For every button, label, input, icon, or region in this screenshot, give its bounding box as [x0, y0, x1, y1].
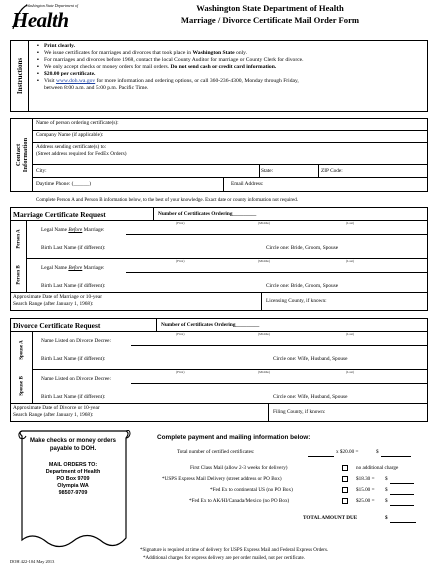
total-due-label: TOTAL AMOUNT DUE: [303, 515, 358, 521]
marriage-box: Marriage Certificate Request Number of Certificates Ordering_________ Person A (First) (Middle) (Last) Legal Name Before Marriage: Birth Last Name (if different): Circle one: Bride, Groom, Spouse Person B (First) (Middle) (Last) Legal Name Before Marriage: Birth Last Name (if different): Circle one: Bride, Groom, Spouse Approximate Date of Marriage or 10-year Search Range (after January 1, 1968): Licensing County, if known:: [10, 207, 428, 311]
address-field[interactable]: Address sending certificate(s) to: (Street address required for FedEx Orders): [33, 143, 427, 165]
phone-field[interactable]: Daytime Phone: (______): [36, 181, 92, 187]
spouse-b-birth-last-field[interactable]: Birth Last Name (if different):: [41, 394, 106, 400]
fedex-ak-option: *Fed Ex to AK/HI/Canada/Mexico (no PO Box): [189, 498, 290, 504]
person-b-label: Person B: [11, 258, 27, 292]
spouse-b-circle-one[interactable]: Circle one: Wife, Husband, Spouse: [273, 394, 348, 400]
scroll-line-4: Department of Health: [45, 469, 101, 475]
page-title: Washington State Department of Health: [196, 3, 344, 13]
additional-charges-note: *Additional charges for express delivery are per order mailed, not per certificate.: [143, 556, 305, 561]
divorce-county-field[interactable]: Filing County, if known:: [273, 409, 326, 415]
doh-website-link[interactable]: www.doh.wa.gov: [55, 78, 96, 84]
instructions-label: Instructions: [11, 41, 29, 111]
spouse-a-name-field[interactable]: Name Listed on Divorce Decree:: [41, 338, 112, 344]
instructions-list: [37, 43, 423, 92]
marriage-count-field[interactable]: Number of Certificates Ordering_________: [158, 211, 257, 217]
instructions-box: [10, 40, 428, 112]
instruction-item: ▪ Print clearly.: [37, 43, 423, 50]
instruction-item: ▪ Visit www.doh.wa.gov for more information and ordering options, or call 360-236-4300, Monday through Friday,: [37, 78, 423, 85]
person-b-legal-name-field[interactable]: Legal Name Before Marriage:: [41, 265, 105, 271]
scroll-line-7: 98507-9709: [58, 490, 88, 496]
contact-label: Contact Information: [11, 119, 33, 191]
scroll-line-3: MAIL ORDERS TO:: [48, 462, 98, 468]
marriage-title: Marriage Certificate Request: [13, 210, 106, 219]
scroll-line-1: Make checks or money orders: [29, 438, 117, 444]
form-id: DOH 422-104 May 2013: [10, 559, 55, 564]
city-state-zip-row: [33, 165, 427, 178]
zip-field[interactable]: ZIP Code:: [321, 168, 343, 174]
signature-note: *Signature is required at time of delivery for USPS Express Mail and Federal Express Orders.: [140, 548, 329, 553]
divorce-count-field[interactable]: Number of Certificates Ordering_________: [161, 322, 260, 328]
scroll-line-6: Olympia WA: [57, 483, 89, 489]
state-field[interactable]: State:: [261, 168, 274, 174]
company-field[interactable]: Company Name (if applicable):: [33, 131, 427, 143]
spouse-b-label: Spouse B: [11, 369, 33, 403]
person-a-label: Person A: [11, 220, 27, 258]
spouse-a-circle-one[interactable]: Circle one: Wife, Husband, Spouse: [273, 356, 348, 362]
spouse-a-label: Spouse A: [11, 331, 33, 369]
phone-email-row: [33, 178, 427, 191]
total-due-input[interactable]: [390, 522, 416, 523]
fedex-us-option: *Fed Ex to continental US (no PO Box): [210, 487, 293, 493]
page-subtitle: Marriage / Divorce Certificate Mail Order Form: [180, 15, 360, 25]
logo-small-text: Washington State Department of: [26, 3, 78, 8]
instruction-item: ▪ We only accept checks or money orders for mail orders. Do not send cash or credit card information.: [37, 64, 423, 71]
instruction-item: ▪ For marriages and divorces before 1968, contact the local County Auditor for marriage or County Clerk for divorce.: [37, 57, 423, 64]
person-a-circle-one[interactable]: Circle one: Bride, Groom, Spouse: [266, 245, 339, 251]
name-field[interactable]: Name of person ordering certificate(s):: [33, 119, 427, 131]
total-certs-input[interactable]: [308, 456, 334, 457]
usps-express-checkbox[interactable]: [342, 476, 348, 482]
spouse-b-name-field[interactable]: Name Listed on Divorce Decree:: [41, 376, 112, 382]
total-certs-row: Total number of certified certificates:: [177, 449, 255, 455]
contact-box: [10, 118, 428, 192]
instruction-item: between 8:00 a.m. and 5:00 p.m. Pacific Time.: [44, 85, 149, 91]
city-field[interactable]: City:: [36, 168, 47, 174]
fedex-us-checkbox[interactable]: [342, 487, 348, 493]
fedex-ak-checkbox[interactable]: [342, 498, 348, 504]
spouse-a-birth-last-field[interactable]: Birth Last Name (if different):: [41, 356, 106, 362]
marriage-county-field[interactable]: Licensing County, if known:: [266, 298, 327, 304]
email-field[interactable]: Email Address:: [231, 181, 264, 187]
complete-note: Complete Person A and Person B information below, to the best of your knowledge. Exact date or county information not required.: [36, 198, 298, 203]
first-class-option: First Class Mail (allow 2-3 weeks for delivery): [190, 465, 288, 471]
divorce-title: Divorce Certificate Request: [13, 321, 101, 330]
marriage-approx-date-field[interactable]: Approximate Date of Marriage or 10-year: [13, 294, 102, 300]
logo-big-text: Health: [12, 8, 69, 32]
person-a-birth-last-field[interactable]: Birth Last Name (if different):: [41, 245, 106, 251]
instruction-item: ▪ We issue certificates for marriages and divorces that took place in Washington State only.: [37, 50, 423, 57]
divorce-approx-date-field[interactable]: Approximate Date of Divorce or 10-year: [13, 405, 100, 411]
doh-logo: [10, 3, 82, 33]
scroll-line-5: PO Box 9709: [56, 476, 90, 482]
payment-title: Complete payment and mailing information below:: [157, 434, 311, 441]
first-class-checkbox[interactable]: [342, 465, 348, 471]
instruction-item: ▪ $20.00 per certificate.: [37, 71, 423, 78]
person-b-circle-one[interactable]: Circle one: Bride, Groom, Spouse: [266, 283, 339, 289]
usps-express-option: *USPS Express Mail Delivery (street address or PO Box): [162, 476, 282, 482]
person-b-birth-last-field[interactable]: Birth Last Name (if different):: [41, 283, 106, 289]
person-a-legal-name-field[interactable]: Legal Name Before Marriage:: [41, 227, 105, 233]
form-page: Washington State Department of Health Washington State Department of Health Marriage / Divorce Certificate Mail Order Form Instructions ▪ Print clearly. ▪ We issue certificates for marriages and divorces that took place in Washington State only. ▪ For marriages and divorces before 1968, contact the local County Auditor for marriage or County Clerk for divorce. ▪ We only accept checks or money orders for mail orders. Do not send cash or credit card information. ▪ $20.00 per certificate. ▪ Visit www.doh.wa.gov for more information and ordering options, or call 360-236-4300, Monday through Friday, between 8:00 a.m. and 5:00 p.m. Pacific Time. Contact Information Name of person ordering certificate(s): Company Name (if applicable): Address sending certificate(s) to: (Street address required for FedEx Orders) City: State: ZIP Code: Daytime Phone: (______) Email Address: Complete Person A and Person B information below, to the best of your knowledge. Exact date or county information not required. Marriage Certificate Request Number of Certificates Ordering_________ Person A (First) (Middle) (Last) Legal Name Before Marriage: Birth Last Name (if different): Circle one: Bride, Groom, Spouse Person B (First) (Middle) (Last) Legal Name Before Marriage: Birth Last Name (if different): Circle one: Bride, Groom, Spouse Approximate Date of Marriage or 10-year Search Range (after January 1, 1968): Licensing County, if known: Divorce Certificate Request Number of Certificates Ordering_________ Spouse A (First) (Middle) (Last) Name Listed on Divorce Decree: Birth Last Name (if different): Circle one: Wife, Husband, Spouse Spouse B (First) (Middle) (Last) Name Listed on Divorce Decree: Birth Last Name (if different): Circle one: Wife, Husband, Spouse Approximate Date of Divorce or 10-year Search Range (after January 1, 1968): Filing County, if known: Complete payment and mailing information below: Total number of certified certificates: x $20.00 = $ First Class Mail (allow 2-3 weeks for delivery) no additional charge *USPS Express Mail Delivery (street address or PO Box) $18.30 = $ *Fed Ex to continental US (no PO Box) $15.00 = $ *Fed Ex to AK/HI/Canada/Mexico (no PO Box) $25.00 = $ TOTAL AMOUNT DUE $ Make checks or money orders payable to DOH. MAIL ORDERS TO: Department of Health PO Box 9709 Olympia WA 98507-9709 DOH 422-104 May 2013 *Signature is required at time of delivery for USPS Express Mail and Federal Express Orders. *Additional charges for express delivery are per order mailed, not per certificate.: [0, 0, 438, 573]
divorce-box: Divorce Certificate Request Number of Certificates Ordering_________ Spouse A (First) (Middle) (Last) Name Listed on Divorce Decree: Birth Last Name (if different): Circle one: Wife, Husband, Spouse Spouse B (First) (Middle) (Last) Name Listed on Divorce Decree: Birth Last Name (if different): Circle one: Wife, Husband, Spouse Approximate Date of Divorce or 10-year Search Range (after January 1, 1968): Filing County, if known:: [10, 318, 428, 422]
scroll-line-2: payable to DOH.: [49, 446, 97, 452]
